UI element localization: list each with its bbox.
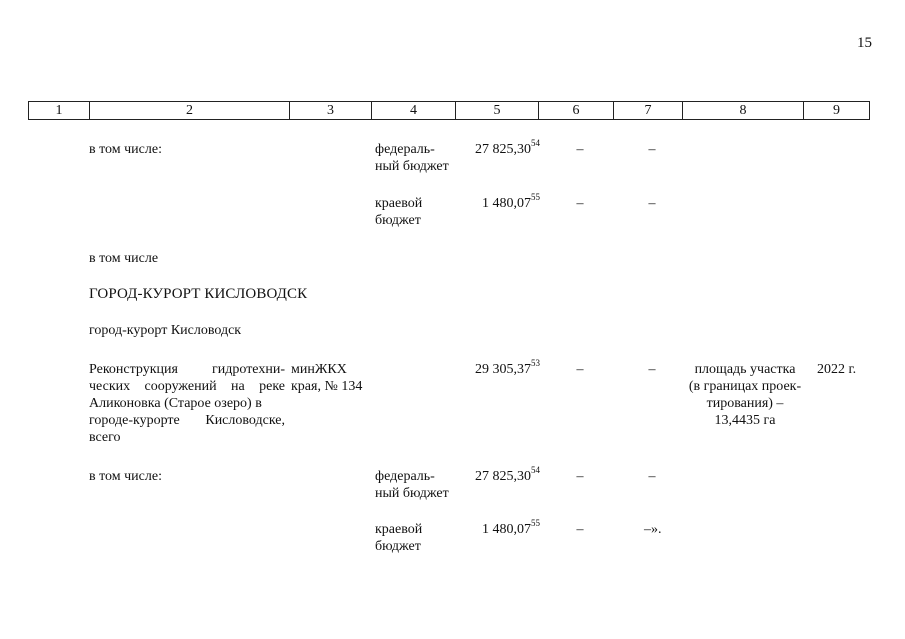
block1-label: в том числе: (89, 142, 162, 157)
header-col-2: 2 (90, 102, 290, 119)
block2-federal-col7: – (648, 469, 656, 484)
page-number: 15 (857, 35, 872, 51)
block1-federal-col6: – (576, 142, 584, 157)
project-col7: – (648, 362, 656, 377)
table-header-row (28, 101, 870, 120)
block1-regional-amount: 1 480,07$^{55}$ (482, 192, 540, 211)
city-heading: ГОРОД-КУРОРТ КИСЛОВОДСК (89, 286, 308, 302)
block1-federal-source: федераль- ный бюджет (375, 142, 449, 174)
header-col-3: 3 (290, 102, 372, 119)
section-label: в том числе (89, 251, 159, 266)
project-col6: – (576, 362, 584, 377)
block2-regional-source: краевой бюджет (375, 522, 423, 554)
project-capacity: площадь участка (в границах проек- тирования) – 13,4435 га (688, 362, 802, 428)
header-col-7: 7 (614, 102, 683, 119)
project-name: Реконструкция гидротехни- ческих сооружений на реке Аликоновка (Старое озеро) в городе-курорте Кисловодске, всего (89, 362, 285, 445)
block1-regional-source: краевой бюджет (375, 196, 423, 228)
project-amount: 29 305,37$^{53}$ (475, 358, 540, 377)
header-col-8: 8 (683, 102, 804, 119)
block2-label: в том числе: (89, 469, 162, 484)
block1-regional-col6: – (576, 196, 584, 211)
city-subheading: город-курорт Кисловодск (89, 323, 242, 338)
block2-federal-amount: 27 825,30$^{54}$ (475, 465, 540, 484)
project-agency: минЖКХ края, № 134 (291, 362, 363, 394)
block2-regional-amount: 1 480,07$^{55}$ (482, 518, 540, 537)
project-year: 2022 г. (817, 362, 857, 377)
header-col-6: 6 (539, 102, 614, 119)
block1-federal-amount: 27 825,30$^{54}$ (475, 138, 540, 157)
block2-federal-source: федераль- ный бюджет (375, 469, 449, 501)
block2-regional-col6: – (576, 522, 584, 537)
block2-regional-col7: –». (644, 522, 662, 537)
header-col-9: 9 (833, 103, 840, 118)
header-col-5: 5 (456, 102, 539, 119)
header-col-4: 4 (372, 102, 456, 119)
block2-federal-col6: – (576, 469, 584, 484)
block1-federal-col7: – (648, 142, 656, 157)
header-col-1: 1 (29, 102, 90, 119)
block1-regional-col7: – (648, 196, 656, 211)
